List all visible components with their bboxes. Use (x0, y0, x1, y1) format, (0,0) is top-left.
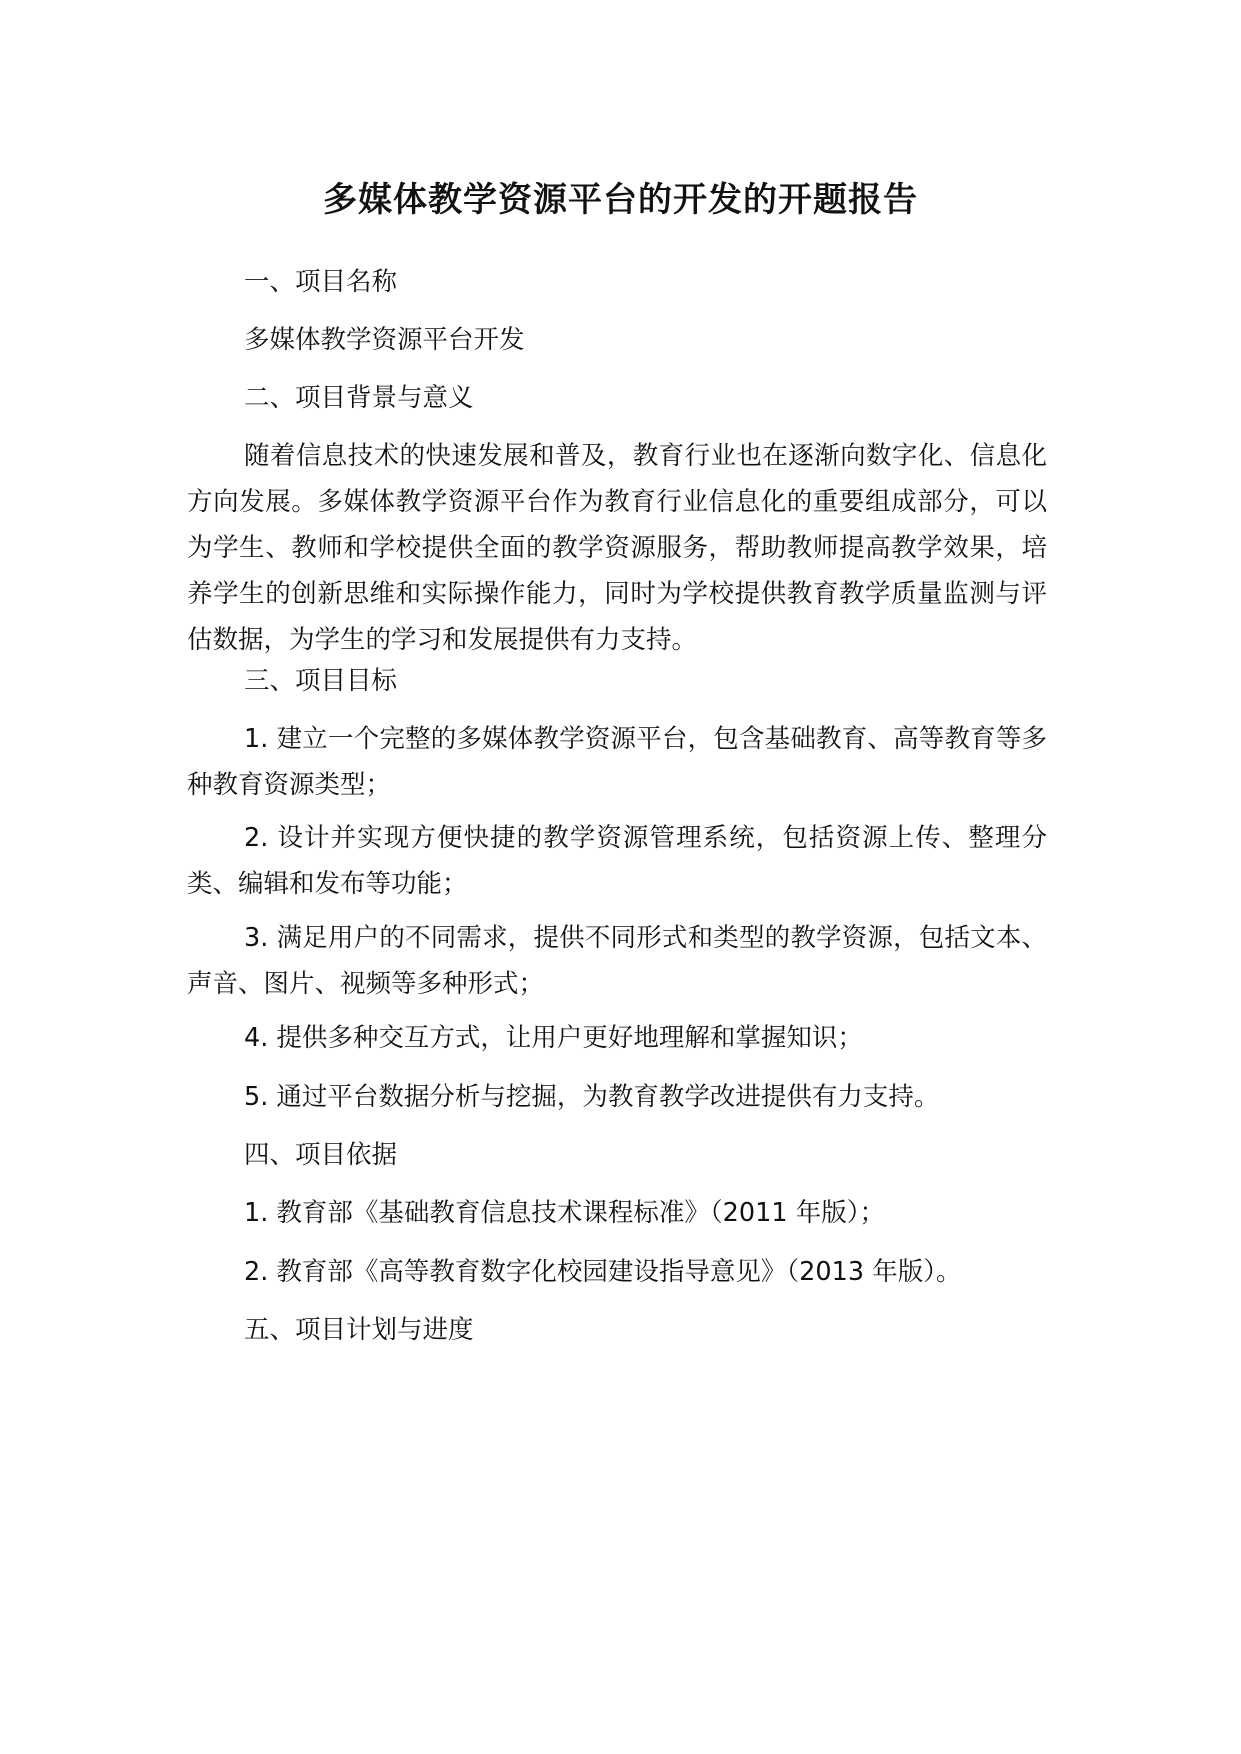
goal-item-3: 3. 满足用户的不同需求，提供不同形式和类型的教学资源，包括文本、声音、图片、视频等多种形式； (187, 923, 1047, 999)
goal-item-4: 4. 提供多种交互方式，让用户更好地理解和掌握知识； (244, 1023, 863, 1053)
document-title: 多媒体教学资源平台的开发的开题报告 (323, 180, 918, 220)
basis-item-2: 2. 教育部《高等教育数字化校园建设指导意见》（2013 年版）。 (244, 1257, 962, 1287)
heading-plan: 五、项目计划与进度 (244, 1315, 474, 1345)
heading-project-name: 一、项目名称 (244, 267, 398, 297)
project-name-text: 多媒体教学资源平台开发 (244, 325, 525, 355)
basis-item-1: 1. 教育部《基础教育信息技术课程标准》（2011 年版）； (244, 1198, 885, 1228)
heading-background: 二、项目背景与意义 (244, 383, 474, 413)
heading-basis: 四、项目依据 (244, 1140, 398, 1170)
goal-item-2: 2. 设计并实现方便快捷的教学资源管理系统，包括资源上传、整理分类、编辑和发布等功能； (187, 823, 1047, 899)
goal-item-1: 1. 建立一个完整的多媒体教学资源平台，包含基础教育、高等教育等多种教育资源类型； (187, 724, 1047, 800)
background-paragraph: 随着信息技术的快速发展和普及，教育行业也在逐渐向数字化、信息化方向发展。多媒体教学资源平台作为教育行业信息化的重要组成部分，可以为学生、教师和学校提供全面的教学资源服务，帮助教师提高教学效果，培养学生的创新思维和实际操作能力，同时为学校提供教育教学质量监测与评估数据，为学生的学习和发展提供有力支持。 (187, 441, 1047, 655)
goal-item-5: 5. 通过平台数据分析与挖掘，为教育教学改进提供有力支持。 (244, 1082, 940, 1112)
heading-goals: 三、项目目标 (244, 666, 398, 696)
